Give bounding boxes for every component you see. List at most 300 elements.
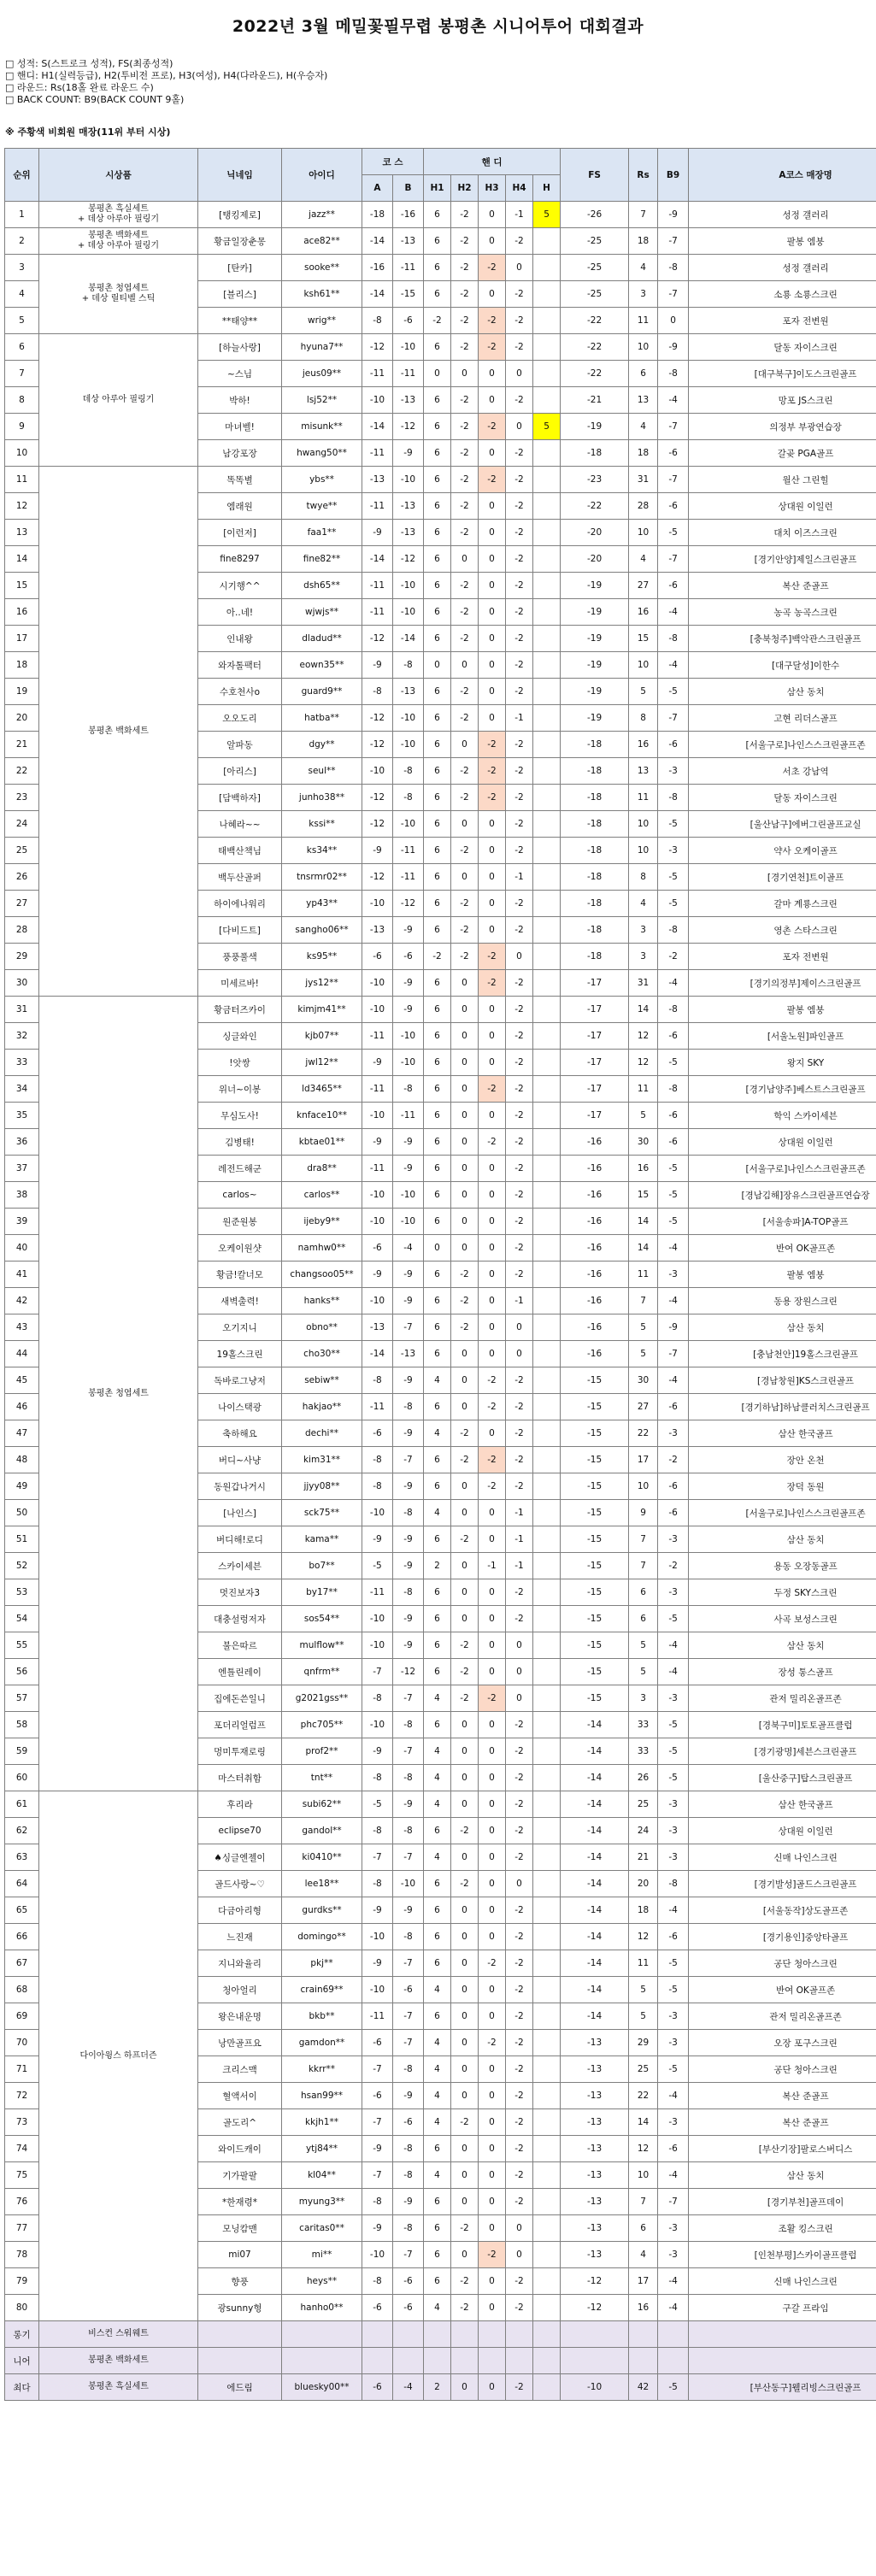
b9-cell: -4 (658, 2162, 689, 2189)
award-label: 니어 (5, 2348, 39, 2374)
nick-cell: 버디~사냥 (198, 1447, 282, 1473)
b-cell: -10 (393, 334, 424, 361)
b9-cell: -3 (658, 1262, 689, 1288)
nick-cell: 똑똑별 (198, 467, 282, 493)
a-cell: -6 (362, 1420, 393, 1447)
header-h2: H2 (451, 175, 479, 202)
a-cell: -8 (362, 1685, 393, 1712)
id-cell: ki0410** (282, 1844, 362, 1871)
h3-cell: 0 (479, 1156, 506, 1182)
rs-cell: 18 (629, 228, 658, 255)
h1-cell: 6 (424, 1262, 451, 1288)
a-cell: -9 (362, 1526, 393, 1553)
h-cell (533, 2215, 561, 2242)
nick-cell: 포더리얼럼프 (198, 1712, 282, 1738)
b-cell: -7 (393, 1447, 424, 1473)
nick-cell: 남강포장 (198, 440, 282, 467)
h4-cell: -2 (506, 838, 533, 864)
b-cell: -9 (393, 1606, 424, 1632)
a-cell: -10 (362, 1182, 393, 1209)
h1-cell: 6 (424, 1023, 451, 1050)
h1-cell: 4 (424, 2109, 451, 2136)
h4-cell: -2 (506, 2295, 533, 2321)
b-cell: -12 (393, 1659, 424, 1685)
h2-cell: 0 (451, 2374, 479, 2401)
h4-cell: 0 (506, 2215, 533, 2242)
page-title: 2022년 3월 메밀꽃필무렵 봉평촌 시니어투어 대회결과 (232, 17, 644, 36)
id-cell: dsh65** (282, 573, 362, 599)
nick-cell: 풍풍풀색 (198, 944, 282, 970)
h4-cell: -2 (506, 1394, 533, 1420)
b-cell: -10 (393, 811, 424, 838)
fs-cell: -14 (561, 1897, 629, 1924)
store-cell: 장안 온천 (689, 1447, 876, 1473)
a-cell: -7 (362, 2056, 393, 2083)
h-cell (533, 281, 561, 308)
rank-cell: 3 (5, 255, 39, 281)
a-cell: -14 (362, 281, 393, 308)
nick-cell: 엔틀린레이 (198, 1659, 282, 1685)
h-cell (533, 2268, 561, 2295)
h1-cell: 6 (424, 2242, 451, 2268)
b9-cell: -3 (658, 1420, 689, 1447)
h2-cell: -2 (451, 1262, 479, 1288)
h1-cell: 6 (424, 1871, 451, 1897)
b-cell: -7 (393, 2242, 424, 2268)
b9-cell: -4 (658, 1235, 689, 1262)
h1-cell: 6 (424, 1473, 451, 1500)
a-cell: -11 (362, 2003, 393, 2030)
h4-cell: -1 (506, 1553, 533, 1579)
b-cell: -9 (393, 1526, 424, 1553)
h3-cell: 0 (479, 997, 506, 1023)
h4-cell: -2 (506, 1076, 533, 1103)
nick-cell: 인내왕 (198, 626, 282, 652)
a-cell: -18 (362, 202, 393, 228)
h3-cell: 0 (479, 1288, 506, 1314)
id-cell: faa1** (282, 520, 362, 546)
store-cell: 장덕 동원 (689, 1473, 876, 1500)
b-cell: -8 (393, 2056, 424, 2083)
id-cell: phc705** (282, 1712, 362, 1738)
store-cell: 소룡 소룡스크린 (689, 281, 876, 308)
rank-cell: 28 (5, 917, 39, 944)
rank-cell: 46 (5, 1394, 39, 1420)
fs-cell: -14 (561, 1712, 629, 1738)
h4-cell: -2 (506, 1818, 533, 1844)
rs-cell: 25 (629, 2056, 658, 2083)
store-cell: 관저 밀리온골프존 (689, 1685, 876, 1712)
store-cell: 삼산 동치 (689, 2162, 876, 2189)
store-cell: [경남김해]장유스크린골프연습장 (689, 1182, 876, 1209)
nick-cell: 나혜라~~ (198, 811, 282, 838)
nick-cell: 엠래원 (198, 493, 282, 520)
rs-cell: 31 (629, 970, 658, 997)
rank-cell: 8 (5, 387, 39, 414)
rank-cell: 77 (5, 2215, 39, 2242)
rank-cell: 61 (5, 1791, 39, 1818)
h2-cell: -2 (451, 1526, 479, 1553)
h4-cell: -2 (506, 758, 533, 785)
h2-cell: -2 (451, 2295, 479, 2321)
b9-cell: -5 (658, 1765, 689, 1791)
b9-cell: -7 (658, 546, 689, 573)
fs-cell: -14 (561, 1818, 629, 1844)
a-cell: -8 (362, 1871, 393, 1897)
h3-cell: 0 (479, 1924, 506, 1950)
rs-cell: 3 (629, 917, 658, 944)
h-cell (533, 546, 561, 573)
a-cell: -12 (362, 811, 393, 838)
store-cell: 복산 준골프 (689, 573, 876, 599)
h1-cell: 6 (424, 414, 451, 440)
legend-notes (5, 58, 327, 106)
b9-cell: -8 (658, 626, 689, 652)
fs-cell: -17 (561, 1023, 629, 1050)
nick-cell: *한재령* (198, 2189, 282, 2215)
id-cell: caritas0** (282, 2215, 362, 2242)
h1-cell: 6 (424, 1209, 451, 1235)
h3-cell (479, 2321, 506, 2348)
id-cell (282, 2321, 362, 2348)
h4-cell: -2 (506, 520, 533, 546)
id-cell: myung3** (282, 2189, 362, 2215)
h1-cell: 6 (424, 255, 451, 281)
h2-cell: 0 (451, 361, 479, 387)
h1-cell: 6 (424, 626, 451, 652)
header-b: B (393, 175, 424, 202)
a-cell: -10 (362, 1632, 393, 1659)
b9-cell: -8 (658, 917, 689, 944)
fs-cell: -10 (561, 2374, 629, 2401)
a-cell: -9 (362, 1897, 393, 1924)
h2-cell: -2 (451, 2268, 479, 2295)
store-cell: 구갈 프라임 (689, 2295, 876, 2321)
store-cell: [부산동구]웰리빙스크린골프 (689, 2374, 876, 2401)
rank-cell: 24 (5, 811, 39, 838)
fs-cell: -16 (561, 1156, 629, 1182)
h2-cell: 0 (451, 2136, 479, 2162)
nick-cell (198, 2321, 282, 2348)
rank-cell: 2 (5, 228, 39, 255)
rs-cell: 26 (629, 1765, 658, 1791)
fs-cell: -26 (561, 202, 629, 228)
a-cell: -10 (362, 2242, 393, 2268)
h3-cell: 0 (479, 440, 506, 467)
h4-cell: -2 (506, 2030, 533, 2056)
nick-cell: 독바로그냥저 (198, 1367, 282, 1394)
store-cell: 고현 리더스골프 (689, 705, 876, 732)
b9-cell: -2 (658, 1447, 689, 1473)
h2-cell: -2 (451, 944, 479, 970)
h1-cell: 6 (424, 1924, 451, 1950)
id-cell: mulflow** (282, 1632, 362, 1659)
id-cell: kl04** (282, 2162, 362, 2189)
rank-cell: 66 (5, 1924, 39, 1950)
h4-cell: -2 (506, 1897, 533, 1924)
h4-cell: -1 (506, 705, 533, 732)
h-cell (533, 1129, 561, 1156)
h3-cell: 0 (479, 917, 506, 944)
table-row (5, 997, 876, 1023)
fs-cell: -15 (561, 1659, 629, 1685)
store-cell: 복산 준골프 (689, 2083, 876, 2109)
h4-cell: -2 (506, 2056, 533, 2083)
h-cell (533, 1076, 561, 1103)
rs-cell: 10 (629, 520, 658, 546)
prize-cell: 봉평촌 흑실세트 + 데상 아루아 필링기 (39, 202, 198, 228)
h1-cell: 6 (424, 997, 451, 1023)
b9-cell: -5 (658, 1182, 689, 1209)
h2-cell: -2 (451, 255, 479, 281)
h2-cell: -2 (451, 414, 479, 440)
b9-cell: -6 (658, 440, 689, 467)
rs-cell: 10 (629, 811, 658, 838)
h1-cell: -2 (424, 944, 451, 970)
h1-cell: 4 (424, 2056, 451, 2083)
nick-cell (198, 2348, 282, 2374)
h2-cell: -2 (451, 573, 479, 599)
store-cell: 신매 나인스크린 (689, 2268, 876, 2295)
nick-cell: 백두산골퍼 (198, 864, 282, 891)
id-cell: dladud** (282, 626, 362, 652)
a-cell: -8 (362, 1367, 393, 1394)
b-cell: -7 (393, 1314, 424, 1341)
store-cell: 용동 오장동골프 (689, 1553, 876, 1579)
h3-cell: 0 (479, 599, 506, 626)
rs-cell: 13 (629, 758, 658, 785)
rank-cell: 32 (5, 1023, 39, 1050)
h-cell: 5 (533, 414, 561, 440)
h2-cell: 0 (451, 546, 479, 573)
h4-cell: -2 (506, 546, 533, 573)
h2-cell: 0 (451, 1367, 479, 1394)
h4-cell: -2 (506, 467, 533, 493)
fs-cell: -18 (561, 838, 629, 864)
a-cell: -10 (362, 758, 393, 785)
b-cell: -10 (393, 1209, 424, 1235)
h3-cell: 0 (479, 626, 506, 652)
h1-cell: 6 (424, 785, 451, 811)
id-cell: kimjm41** (282, 997, 362, 1023)
b9-cell: -4 (658, 1632, 689, 1659)
h1-cell: 6 (424, 1579, 451, 1606)
h1-cell: 6 (424, 1288, 451, 1314)
h2-cell: 0 (451, 1103, 479, 1129)
b-cell: -6 (393, 944, 424, 970)
h2-cell: 0 (451, 1844, 479, 1871)
award-label: 롱기 (5, 2321, 39, 2348)
h2-cell: -2 (451, 705, 479, 732)
h1-cell: 6 (424, 1182, 451, 1209)
b-cell: -7 (393, 1685, 424, 1712)
h3-cell: 0 (479, 1209, 506, 1235)
header-a: A (362, 175, 393, 202)
h-cell (533, 1314, 561, 1341)
h4-cell: -2 (506, 1738, 533, 1765)
h1-cell: 4 (424, 1420, 451, 1447)
a-cell: -12 (362, 705, 393, 732)
b-cell: -9 (393, 970, 424, 997)
h2-cell: -2 (451, 440, 479, 467)
h1-cell: 6 (424, 732, 451, 758)
h3-cell: 0 (479, 1632, 506, 1659)
h-cell (533, 1791, 561, 1818)
nick-cell: 황금터즈카이 (198, 997, 282, 1023)
h-cell (533, 838, 561, 864)
store-cell: [서울구로]나인스스크린골프존 (689, 732, 876, 758)
b9-cell: -7 (658, 414, 689, 440)
id-cell: ytj84** (282, 2136, 362, 2162)
fs-cell: -14 (561, 1791, 629, 1818)
store-cell: [서울송파]A-TOP골프 (689, 1209, 876, 1235)
h1-cell: 4 (424, 2030, 451, 2056)
b9-cell: -4 (658, 1367, 689, 1394)
id-cell: guard9** (282, 679, 362, 705)
store-cell: 신매 나인스크린 (689, 1844, 876, 1871)
store-cell: [서울구로]나인스스크린골프존 (689, 1500, 876, 1526)
b-cell: -4 (393, 2374, 424, 2401)
rs-cell (629, 2348, 658, 2374)
id-cell: pkj** (282, 1950, 362, 1977)
header-rank: 순위 (5, 149, 39, 202)
h3-cell: 0 (479, 2215, 506, 2242)
h3-cell: -2 (479, 1447, 506, 1473)
b-cell: -11 (393, 1103, 424, 1129)
h3-cell: 0 (479, 573, 506, 599)
results-table (4, 148, 876, 2401)
header-h3: H3 (479, 175, 506, 202)
h3-cell: 0 (479, 1871, 506, 1897)
h3-cell: 0 (479, 520, 506, 546)
nick-cell: 태백산책님 (198, 838, 282, 864)
b-cell: -7 (393, 1738, 424, 1765)
id-cell: kbtae01** (282, 1129, 362, 1156)
id-cell: yp43** (282, 891, 362, 917)
h3-cell: 0 (479, 1897, 506, 1924)
b-cell: -8 (393, 1765, 424, 1791)
h2-cell: -2 (451, 1818, 479, 1844)
b9-cell: -5 (658, 864, 689, 891)
h-cell (533, 1182, 561, 1209)
rank-cell: 52 (5, 1553, 39, 1579)
h2-cell: 0 (451, 1235, 479, 1262)
h1-cell: 6 (424, 838, 451, 864)
h2-cell: -2 (451, 599, 479, 626)
orange-notice: ※ 주황색 비회원 매장(11위 부터 시상) (5, 126, 171, 138)
h1-cell: 2 (424, 1553, 451, 1579)
h2-cell: 0 (451, 1950, 479, 1977)
h3-cell: 0 (479, 228, 506, 255)
h-cell (533, 467, 561, 493)
store-cell: 갈마 계룡스크린 (689, 891, 876, 917)
award-prize: 봉평촌 백화세트 (39, 2348, 198, 2374)
h3-cell: -2 (479, 732, 506, 758)
rank-cell: 70 (5, 2030, 39, 2056)
h-cell (533, 2056, 561, 2083)
id-cell: lee18** (282, 1871, 362, 1897)
store-cell: 삼산 동치 (689, 679, 876, 705)
store-cell: 달동 자이스크린 (689, 334, 876, 361)
a-cell: -5 (362, 1791, 393, 1818)
b-cell: -8 (393, 785, 424, 811)
b-cell: -11 (393, 864, 424, 891)
h1-cell: 6 (424, 891, 451, 917)
rs-cell: 6 (629, 1579, 658, 1606)
a-cell: -11 (362, 599, 393, 626)
fs-cell: -13 (561, 2136, 629, 2162)
b9-cell: -3 (658, 2030, 689, 2056)
h4-cell: -2 (506, 1050, 533, 1076)
store-cell: [경기남양주]베스트스크린골프 (689, 1076, 876, 1103)
rank-cell: 51 (5, 1526, 39, 1553)
b9-cell: -4 (658, 2083, 689, 2109)
h3-cell: 0 (479, 2374, 506, 2401)
b9-cell: -7 (658, 2189, 689, 2215)
h3-cell: -2 (479, 758, 506, 785)
fs-cell: -14 (561, 2003, 629, 2030)
h-cell (533, 228, 561, 255)
h1-cell: 6 (424, 1103, 451, 1129)
header-handicap: 핸 디 (424, 149, 561, 175)
b9-cell: -7 (658, 281, 689, 308)
rs-cell: 18 (629, 440, 658, 467)
h1-cell (424, 2321, 451, 2348)
a-cell: -12 (362, 785, 393, 811)
nick-cell: !앗쌍 (198, 1050, 282, 1076)
h1-cell: 6 (424, 1606, 451, 1632)
special-award-row (5, 2321, 876, 2348)
fs-cell: -17 (561, 1103, 629, 1129)
h4-cell: -2 (506, 334, 533, 361)
h4-cell: -2 (506, 1579, 533, 1606)
results-body (5, 202, 876, 2401)
rank-cell: 57 (5, 1685, 39, 1712)
b9-cell: -4 (658, 387, 689, 414)
rs-cell: 5 (629, 1103, 658, 1129)
nick-cell: 오케이원샷 (198, 1235, 282, 1262)
rs-cell: 5 (629, 1632, 658, 1659)
h4-cell: -2 (506, 2162, 533, 2189)
h-cell (533, 255, 561, 281)
b-cell: -10 (393, 1871, 424, 1897)
id-cell: sebiw** (282, 1367, 362, 1394)
b-cell: -9 (393, 2083, 424, 2109)
b-cell: -8 (393, 1579, 424, 1606)
b-cell: -12 (393, 891, 424, 917)
nick-cell: 에드림 (198, 2374, 282, 2401)
rank-cell: 63 (5, 1844, 39, 1871)
h2-cell: 0 (451, 864, 479, 891)
nick-cell: [이런저] (198, 520, 282, 546)
h1-cell: 6 (424, 520, 451, 546)
rs-cell: 31 (629, 467, 658, 493)
rs-cell: 4 (629, 414, 658, 440)
rank-cell: 72 (5, 2083, 39, 2109)
h4-cell: 0 (506, 1685, 533, 1712)
h-cell (533, 2321, 561, 2348)
id-cell: ybs** (282, 467, 362, 493)
fs-cell: -18 (561, 440, 629, 467)
h2-cell: 0 (451, 811, 479, 838)
award-label: 최다 (5, 2374, 39, 2401)
rs-cell: 28 (629, 493, 658, 520)
h3-cell: 0 (479, 387, 506, 414)
fs-cell: -15 (561, 1500, 629, 1526)
h2-cell: -2 (451, 493, 479, 520)
h2-cell: -2 (451, 758, 479, 785)
id-cell: g2021gss** (282, 1685, 362, 1712)
